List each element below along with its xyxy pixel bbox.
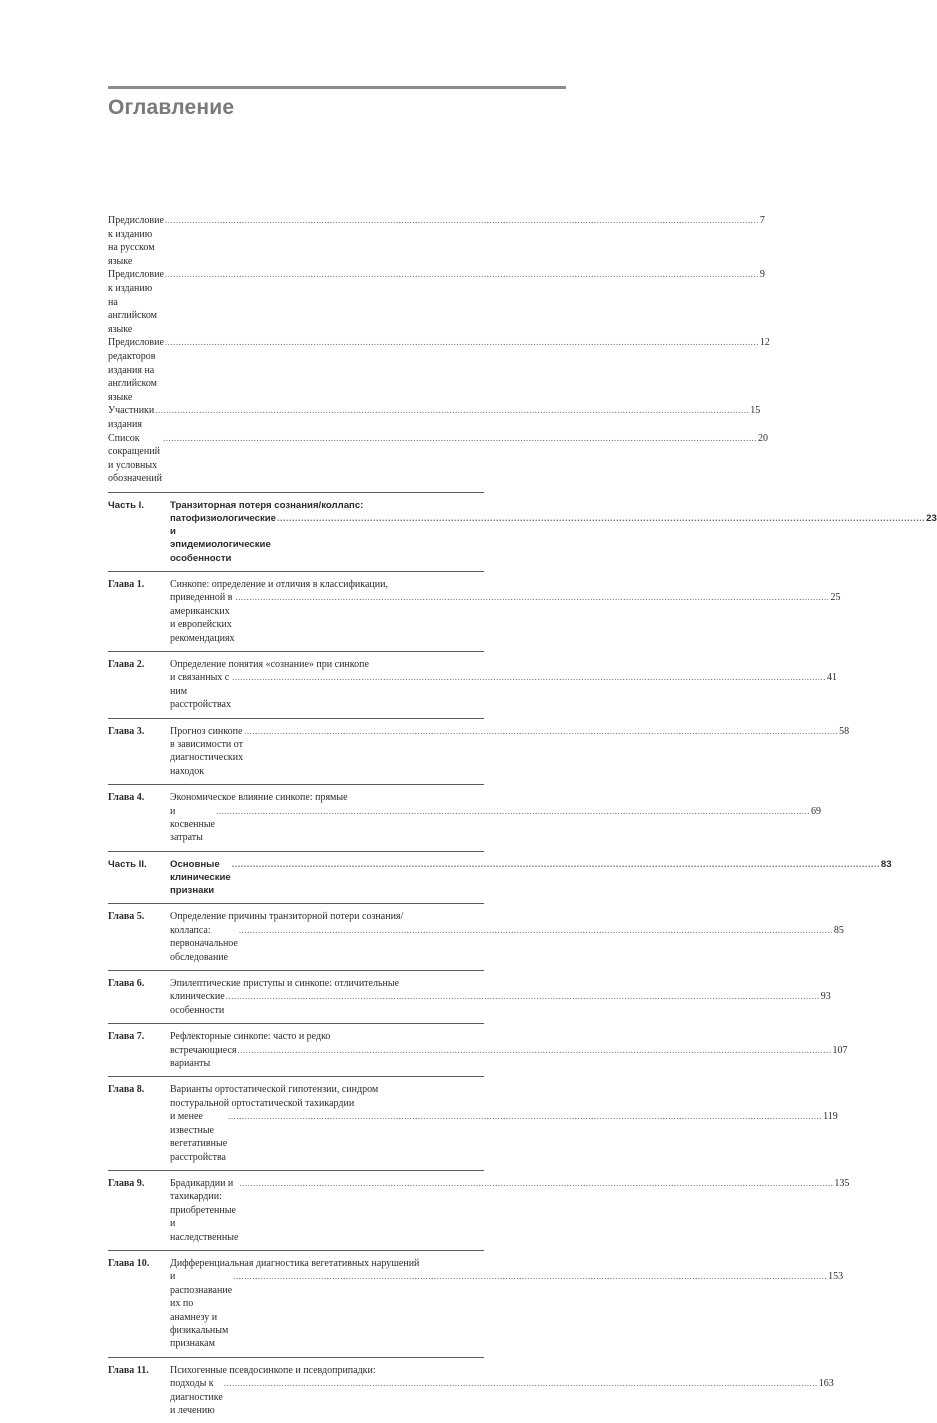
title-line: коллапса: первоначальное обследование: [170, 924, 238, 963]
chapter-title: [170, 578, 841, 645]
toc-page-number: 135: [834, 1177, 850, 1189]
title-line-last: [170, 671, 837, 711]
chapter-label: Глава 9.: [108, 1177, 145, 1189]
dot-leader: [165, 268, 759, 282]
chapter-title: [170, 910, 844, 964]
chapter-title: [170, 1257, 843, 1351]
dot-leader: [216, 805, 810, 818]
title-line: Психогенные псевдосинкопе и псевдоприпадки:: [170, 1364, 376, 1376]
title-line: Варианты ортостатической гипотензии, синдром: [170, 1084, 379, 1096]
dot-leader: [239, 924, 833, 937]
title-line: клинические особенности: [170, 991, 225, 1016]
dot-leader: [226, 990, 820, 1003]
title-line: и связанных с ним расстройствах: [170, 672, 231, 711]
toc-front-item[interactable]: [108, 432, 768, 486]
title-line-last: [170, 725, 849, 779]
toc-chapter-3[interactable]: [108, 719, 850, 785]
chapter-label: Глава 4.: [108, 792, 145, 804]
header-rule: [108, 86, 566, 89]
chapter-title: [170, 658, 837, 712]
chapter-label: Глава 11.: [108, 1364, 149, 1376]
title-line-last: [170, 990, 831, 1017]
chapter-label: Глава 3.: [108, 725, 145, 737]
chapter-title: [170, 1177, 849, 1244]
toc-page-number: 23: [926, 513, 937, 525]
dot-leader: [236, 591, 830, 604]
dot-leader: [228, 1110, 822, 1123]
toc-page-number: 20: [757, 432, 768, 444]
title-line: Экономическое влияние синкопе: прямые: [170, 792, 348, 804]
title-line: приведенной в американских и европейских рекомендациях: [170, 592, 235, 644]
chapter-label: Глава 8.: [108, 1084, 145, 1096]
title-line: Эпилептические приступы и синкопе: отличительные: [170, 978, 400, 990]
dot-leader: [165, 336, 759, 350]
page-title: Оглавление: [108, 96, 235, 119]
chapter-title: [170, 1364, 834, 1418]
title-line: патофизиологические и эпидемиологические особенности: [170, 513, 277, 564]
title-line-last: [170, 1270, 843, 1350]
title-line-last: [170, 858, 892, 898]
dot-leader: [232, 671, 826, 684]
chapter-label: Глава 1.: [108, 578, 145, 590]
toc-item-text: Участники издания: [108, 405, 155, 430]
toc-page-number: 93: [820, 991, 831, 1003]
toc-chapter-1[interactable]: [108, 572, 841, 651]
toc-front-item[interactable]: [108, 268, 765, 336]
title-line: Синкопе: определение и отличия в классификации,: [170, 578, 388, 590]
toc-item-text: Предисловие к изданию на английском языке: [108, 269, 164, 335]
title-line: постуральной ортостатической тахикардии: [170, 1097, 355, 1109]
toc-front-item[interactable]: [108, 336, 770, 404]
toc-page-number: 15: [750, 405, 761, 417]
toc-page-number: 107: [832, 1044, 848, 1056]
toc-chapter-8[interactable]: [108, 1077, 838, 1169]
dot-leader: [232, 858, 880, 871]
part-title: [170, 858, 892, 898]
title-line: Определение причины транзиторной потери сознания/: [170, 911, 404, 923]
toc-page-number: 69: [811, 805, 821, 817]
toc-chapter-9[interactable]: [108, 1171, 850, 1250]
title-line-last: [170, 924, 844, 964]
dot-leader: [238, 1044, 832, 1057]
title-line: подходы к диагностике и лечению: [170, 1378, 223, 1416]
table-of-contents: [108, 214, 937, 1423]
title-line: и менее известные вегетативные расстройства: [170, 1111, 228, 1163]
toc-chapter-6[interactable]: [108, 971, 831, 1023]
chapter-label: Глава 10.: [108, 1257, 150, 1269]
part-label: Часть II.: [108, 858, 147, 870]
toc-page-number: 163: [818, 1378, 834, 1390]
toc-part-2[interactable]: [108, 852, 892, 904]
toc-chapter-5[interactable]: [108, 904, 844, 970]
toc-chapter-7[interactable]: [108, 1024, 848, 1076]
title-line: Дифференциальная диагностика вегетативных нарушений: [170, 1257, 420, 1269]
title-line-last: [170, 1044, 848, 1071]
title-line-last: [170, 591, 841, 645]
toc-chapter-2[interactable]: [108, 652, 837, 718]
dot-leader: [224, 1377, 818, 1390]
title-line: и косвенные затраты: [170, 805, 215, 844]
chapter-label: Глава 6.: [108, 978, 145, 990]
toc-front-item[interactable]: [108, 214, 765, 268]
title-line: Прогноз синкопе в зависимости от диагностических находок: [170, 725, 244, 777]
toc-page-number: 153: [828, 1271, 844, 1283]
chapter-title: [170, 791, 821, 845]
toc-page-number: 12: [759, 337, 770, 349]
title-line: встречающиеся варианты: [170, 1044, 237, 1070]
toc-chapter-11[interactable]: [108, 1358, 834, 1423]
title-line-last: [170, 512, 937, 565]
toc-page-number: 25: [830, 592, 841, 604]
toc-page-number: 58: [839, 725, 850, 737]
toc-page-number: 85: [833, 924, 844, 936]
dot-leader: [165, 214, 759, 228]
toc-part-1[interactable]: [108, 493, 937, 571]
toc-item-text: Список сокращений и условных обозначений: [108, 432, 162, 485]
title-line-last: [170, 1377, 834, 1417]
dot-leader: [233, 1270, 827, 1283]
toc-page-number: 83: [880, 858, 892, 870]
chapter-title: [170, 977, 831, 1017]
chapter-label: Глава 2.: [108, 658, 145, 670]
chapter-label: Глава 7.: [108, 1031, 145, 1043]
dot-leader: [239, 1177, 833, 1190]
toc-item-text: Предисловие редакторов издания на английском языке: [108, 337, 164, 403]
toc-front-item[interactable]: [108, 404, 761, 431]
toc-chapter-4[interactable]: [108, 785, 821, 851]
toc-page-number: 7: [759, 215, 765, 226]
title-line: Транзиторная потеря сознания/коллапс:: [170, 499, 364, 511]
title-line: Определение понятия «сознание» при синкопе: [170, 658, 369, 670]
title-line-last: [170, 1110, 838, 1164]
dot-leader: [277, 512, 925, 525]
toc-page-number: 119: [823, 1111, 838, 1123]
toc-page-number: 9: [759, 269, 765, 281]
chapter-title: [170, 725, 849, 779]
title-line: Основные клинические признаки: [170, 858, 231, 897]
toc-chapter-10[interactable]: [108, 1251, 844, 1357]
toc-page-number: 41: [827, 672, 837, 684]
title-line: Рефлекторные синкопе: часто и редко: [170, 1031, 331, 1043]
dot-leader: [155, 404, 749, 418]
toc-item-text: Предисловие к изданию на русском языке: [108, 215, 164, 267]
chapter-title: [170, 1030, 848, 1070]
title-line: Брадикардии и тахикардии: приобретенные и наследственные: [170, 1177, 239, 1243]
chapter-title: [170, 1083, 838, 1163]
dot-leader: [244, 725, 838, 738]
chapter-label: Глава 5.: [108, 911, 145, 923]
part-label: Часть I.: [108, 499, 145, 511]
title-line: и распознавание их по анамнезу и физикальным признакам: [170, 1271, 233, 1350]
title-line-last: [170, 805, 821, 845]
part-title: [170, 499, 937, 565]
title-line-last: [170, 1177, 849, 1244]
dot-leader: [163, 432, 757, 446]
